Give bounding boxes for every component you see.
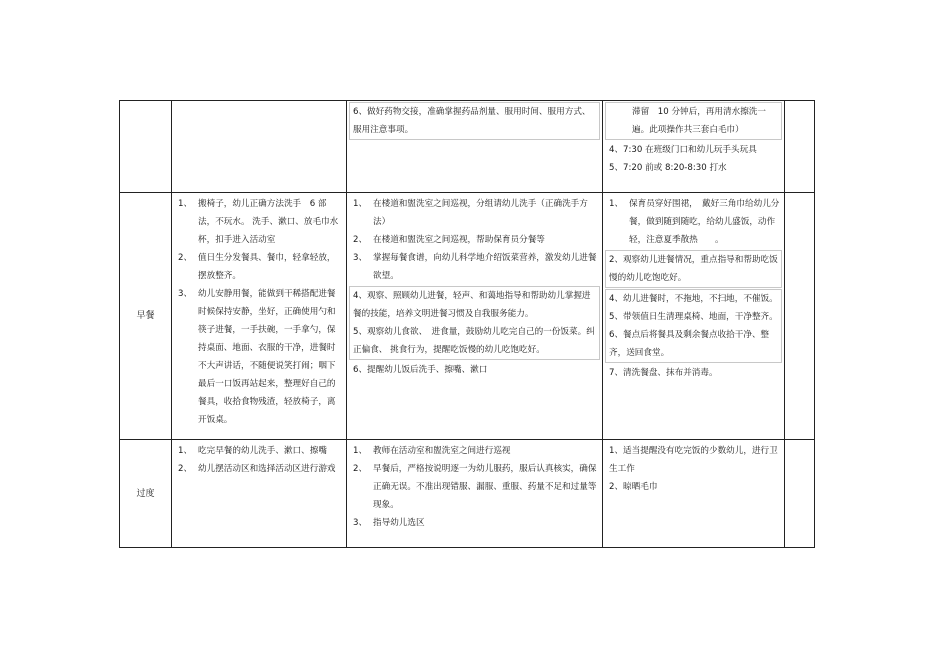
boxed-note: [349, 102, 600, 140]
list-item: 1、 保育员穿好围裙， 戴好三角巾给幼儿分餐，做到随到随吃，给幼儿盛饭，动作轻，注意夏季散热 。: [609, 199, 780, 245]
list-item: 6、餐点后将餐具及剩余餐点收拾干净、整齐，送回食堂。: [609, 330, 770, 358]
boxed-note: [605, 102, 782, 140]
boxed-note: [349, 286, 600, 360]
list-item: 3、 掌握每餐食谱，向幼儿科学地介绍饭菜营养，激发幼儿进餐欲望。: [353, 253, 597, 281]
remarks-cell: [785, 193, 815, 440]
caregiver-duty-cell: [603, 101, 785, 193]
list-item: 2、 值日生分发餐具、餐巾，轻拿轻放，摆放整齐。: [178, 253, 336, 281]
list-item: 2、观察幼儿进餐情况，重点指导和帮助吃饭慢的幼儿吃饱吃好。: [609, 255, 778, 283]
remarks-cell: [785, 440, 815, 548]
list-item: 5、带领值日生清理桌椅、地面，干净整齐。: [609, 312, 778, 322]
row-label: 过度: [120, 440, 172, 548]
list-item: 2、晾晒毛巾: [609, 482, 658, 492]
caregiver-duty-cell: [603, 440, 785, 548]
table-row: [120, 193, 815, 440]
list-item: 4、7:30 在班级门口和幼儿玩手头玩具: [609, 145, 757, 155]
list-item: 1、 在楼道和盥洗室之间巡视，分组请幼儿洗手（正确洗手方法）: [353, 199, 588, 227]
list-item: 4、观察、照顾幼儿进餐，轻声、和蔼地指导和帮助幼儿掌握进餐的技能，培养文明进餐习惯及自我服务能力。: [353, 291, 591, 319]
list-item: 1、 吃完早餐的幼儿洗手、漱口、擦嘴: [178, 446, 327, 456]
schedule-table: [119, 100, 815, 548]
child-activity-cell: [172, 440, 347, 548]
list-item: 2、 在楼道和盥洗室之间巡视，帮助保育员分餐等: [353, 235, 545, 245]
teacher-duty-cell: [347, 440, 603, 548]
row-label: [120, 101, 172, 193]
list-item: 3、 指导幼儿选区: [353, 518, 425, 528]
list-item: 6、提醒幼儿饭后洗手、擦嘴、漱口: [353, 365, 488, 375]
list-item: 2、 幼儿摆活动区和选择活动区进行游戏: [178, 464, 336, 474]
list-item: 4、幼儿进餐时，不拖地，不扫地，不催饭。: [609, 294, 778, 304]
list-item: 1、适当提醒没有吃完饭的少数幼儿，进行卫生工作: [609, 446, 778, 474]
table-row: [120, 101, 815, 193]
teacher-duty-cell: [347, 101, 603, 193]
list-item: 7、清洗餐盘、抹布并消毒。: [609, 368, 718, 378]
row-label: 早餐: [120, 193, 172, 440]
remarks-cell: [785, 101, 815, 193]
table-row: [120, 440, 815, 548]
list-item: 5、观察幼儿食欲、 进食量，鼓励幼儿吃完自己的一份饭菜。纠正偏食、 挑食行为，提醒吃饭慢的幼儿吃饱吃好。: [353, 327, 595, 355]
caregiver-duty-cell: [603, 193, 785, 440]
list-item: 滞留 10 分钟后，再用清水擦洗一遍。此项操作共三套白毛巾）: [632, 107, 766, 135]
child-activity-cell: [172, 101, 347, 193]
list-item: 1、 教师在活动室和盥洗室之间进行巡视: [353, 446, 511, 456]
boxed-note: [605, 250, 782, 288]
list-item: 1、 搬椅子，幼儿正确方法洗手 6 部法，不玩水。 洗手、漱口、放毛巾水杯，扣手进入活动室: [178, 199, 339, 245]
child-activity-cell: [172, 193, 347, 440]
list-item: 3、 幼儿安静用餐，能做到干稀搭配进餐时候保持安静，坐好，正确使用勺和筷子进餐，一手扶碗，一手拿勺，保持桌面、地面、衣服的干净，进餐时不大声讲话，不随便说笑打闹；咽下最后一口饭再站起来，整理好自己的餐具，收拾食物残渣，轻放椅子，离开饭桌。: [178, 289, 336, 425]
list-item: 5、7:20 前或 8:20-8:30 打水: [609, 163, 727, 173]
teacher-duty-cell: [347, 193, 603, 440]
list-item: 2、 早餐后，严格按说明逐一为幼儿服药，服后认真核实，确保正确无误。不准出现错服、漏服、重服、药量不足和过量等现象。: [353, 464, 597, 510]
boxed-note: [605, 289, 782, 363]
list-item: 6、做好药物交接，准确掌握药品剂量、服用时间、服用方式、服用注意事项。: [353, 107, 591, 135]
